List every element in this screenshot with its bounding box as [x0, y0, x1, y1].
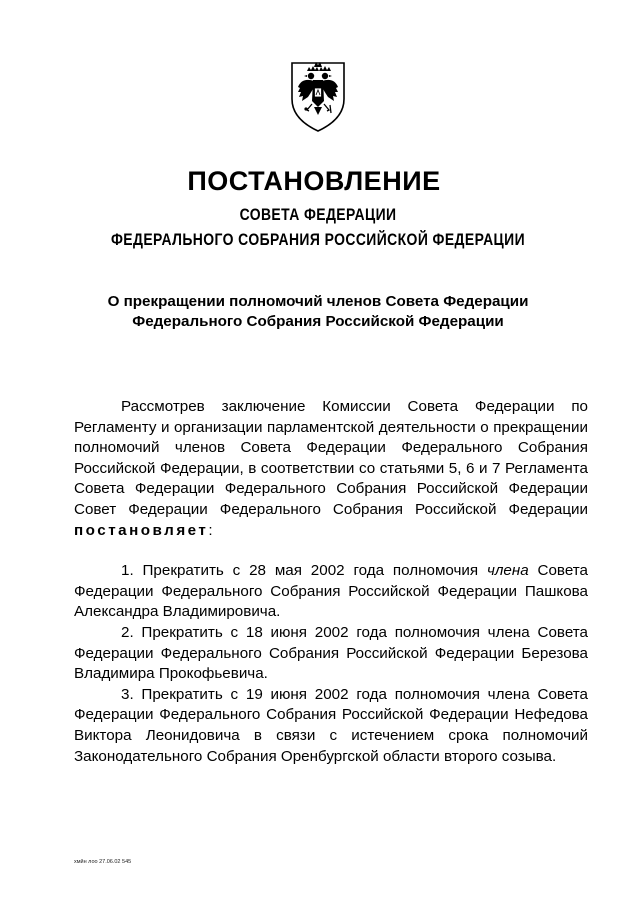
issuer-line-2: ФЕДЕРАЛЬНОГО СОБРАНИЯ РОССИЙСКОЙ ФЕДЕРАЦИИ [110, 230, 526, 249]
resolution-item-1 [74, 561, 588, 623]
resolution-item-2: 2. Прекратить с 18 июня 2002 года полномочия члена Совета Федерации Федерального Собрания Российской Федерации Березова Владимира Прокофьевича. [74, 623, 588, 683]
footer-code: хмйн лоо 27.06.02 545 [74, 859, 132, 865]
subject-line-1: О прекращении полномочий членов Совета Федерации [107, 293, 529, 310]
document-body [74, 397, 588, 767]
subject-line-2: Федерального Собрания Российской Федерации [132, 313, 504, 330]
decides-word: постановляет [74, 521, 209, 539]
resolution-item-3: 3. Прекратить с 19 июня 2002 года полномочия члена Совета Федерации Федерального Собрания Российской Федерации Нефедова Виктора Леонидовича в связи с истечением срока полномочий Законодательного Собрания Оренбургской области второго созыва. [74, 685, 588, 765]
state-emblem-icon [278, 57, 358, 135]
document-title: ПОСТАНОВЛЕНИЕ [187, 166, 441, 196]
item-1-text-start: 1. Прекратить с 28 мая 2002 года полномочия [121, 562, 487, 580]
preamble-paragraph [74, 397, 588, 541]
document-subject [0, 292, 636, 332]
issuer-line-1: СОВЕТА ФЕДЕРАЦИИ [239, 205, 397, 224]
item-1-emphasis: члена [486, 562, 529, 580]
decides-colon: : [208, 521, 213, 539]
item-1-text-end: Совета Федерации Федерального Собрания Российской Федерации Пашкова Александра Владимировича. [74, 562, 588, 621]
preamble-text: Рассмотрев заключение Комиссии Совета Федерации по Регламенту и организации парламентской деятельности о прекращении полномочий членов Совета Федерации Федерального Собрания Российской Федерации, в соответствии со статьями 5, 6 и 7 Регламента Совета Федерации Федерального Собрания Российской Федерации Совет Федерации Федерального Собрания Российской Федерации [74, 398, 588, 518]
